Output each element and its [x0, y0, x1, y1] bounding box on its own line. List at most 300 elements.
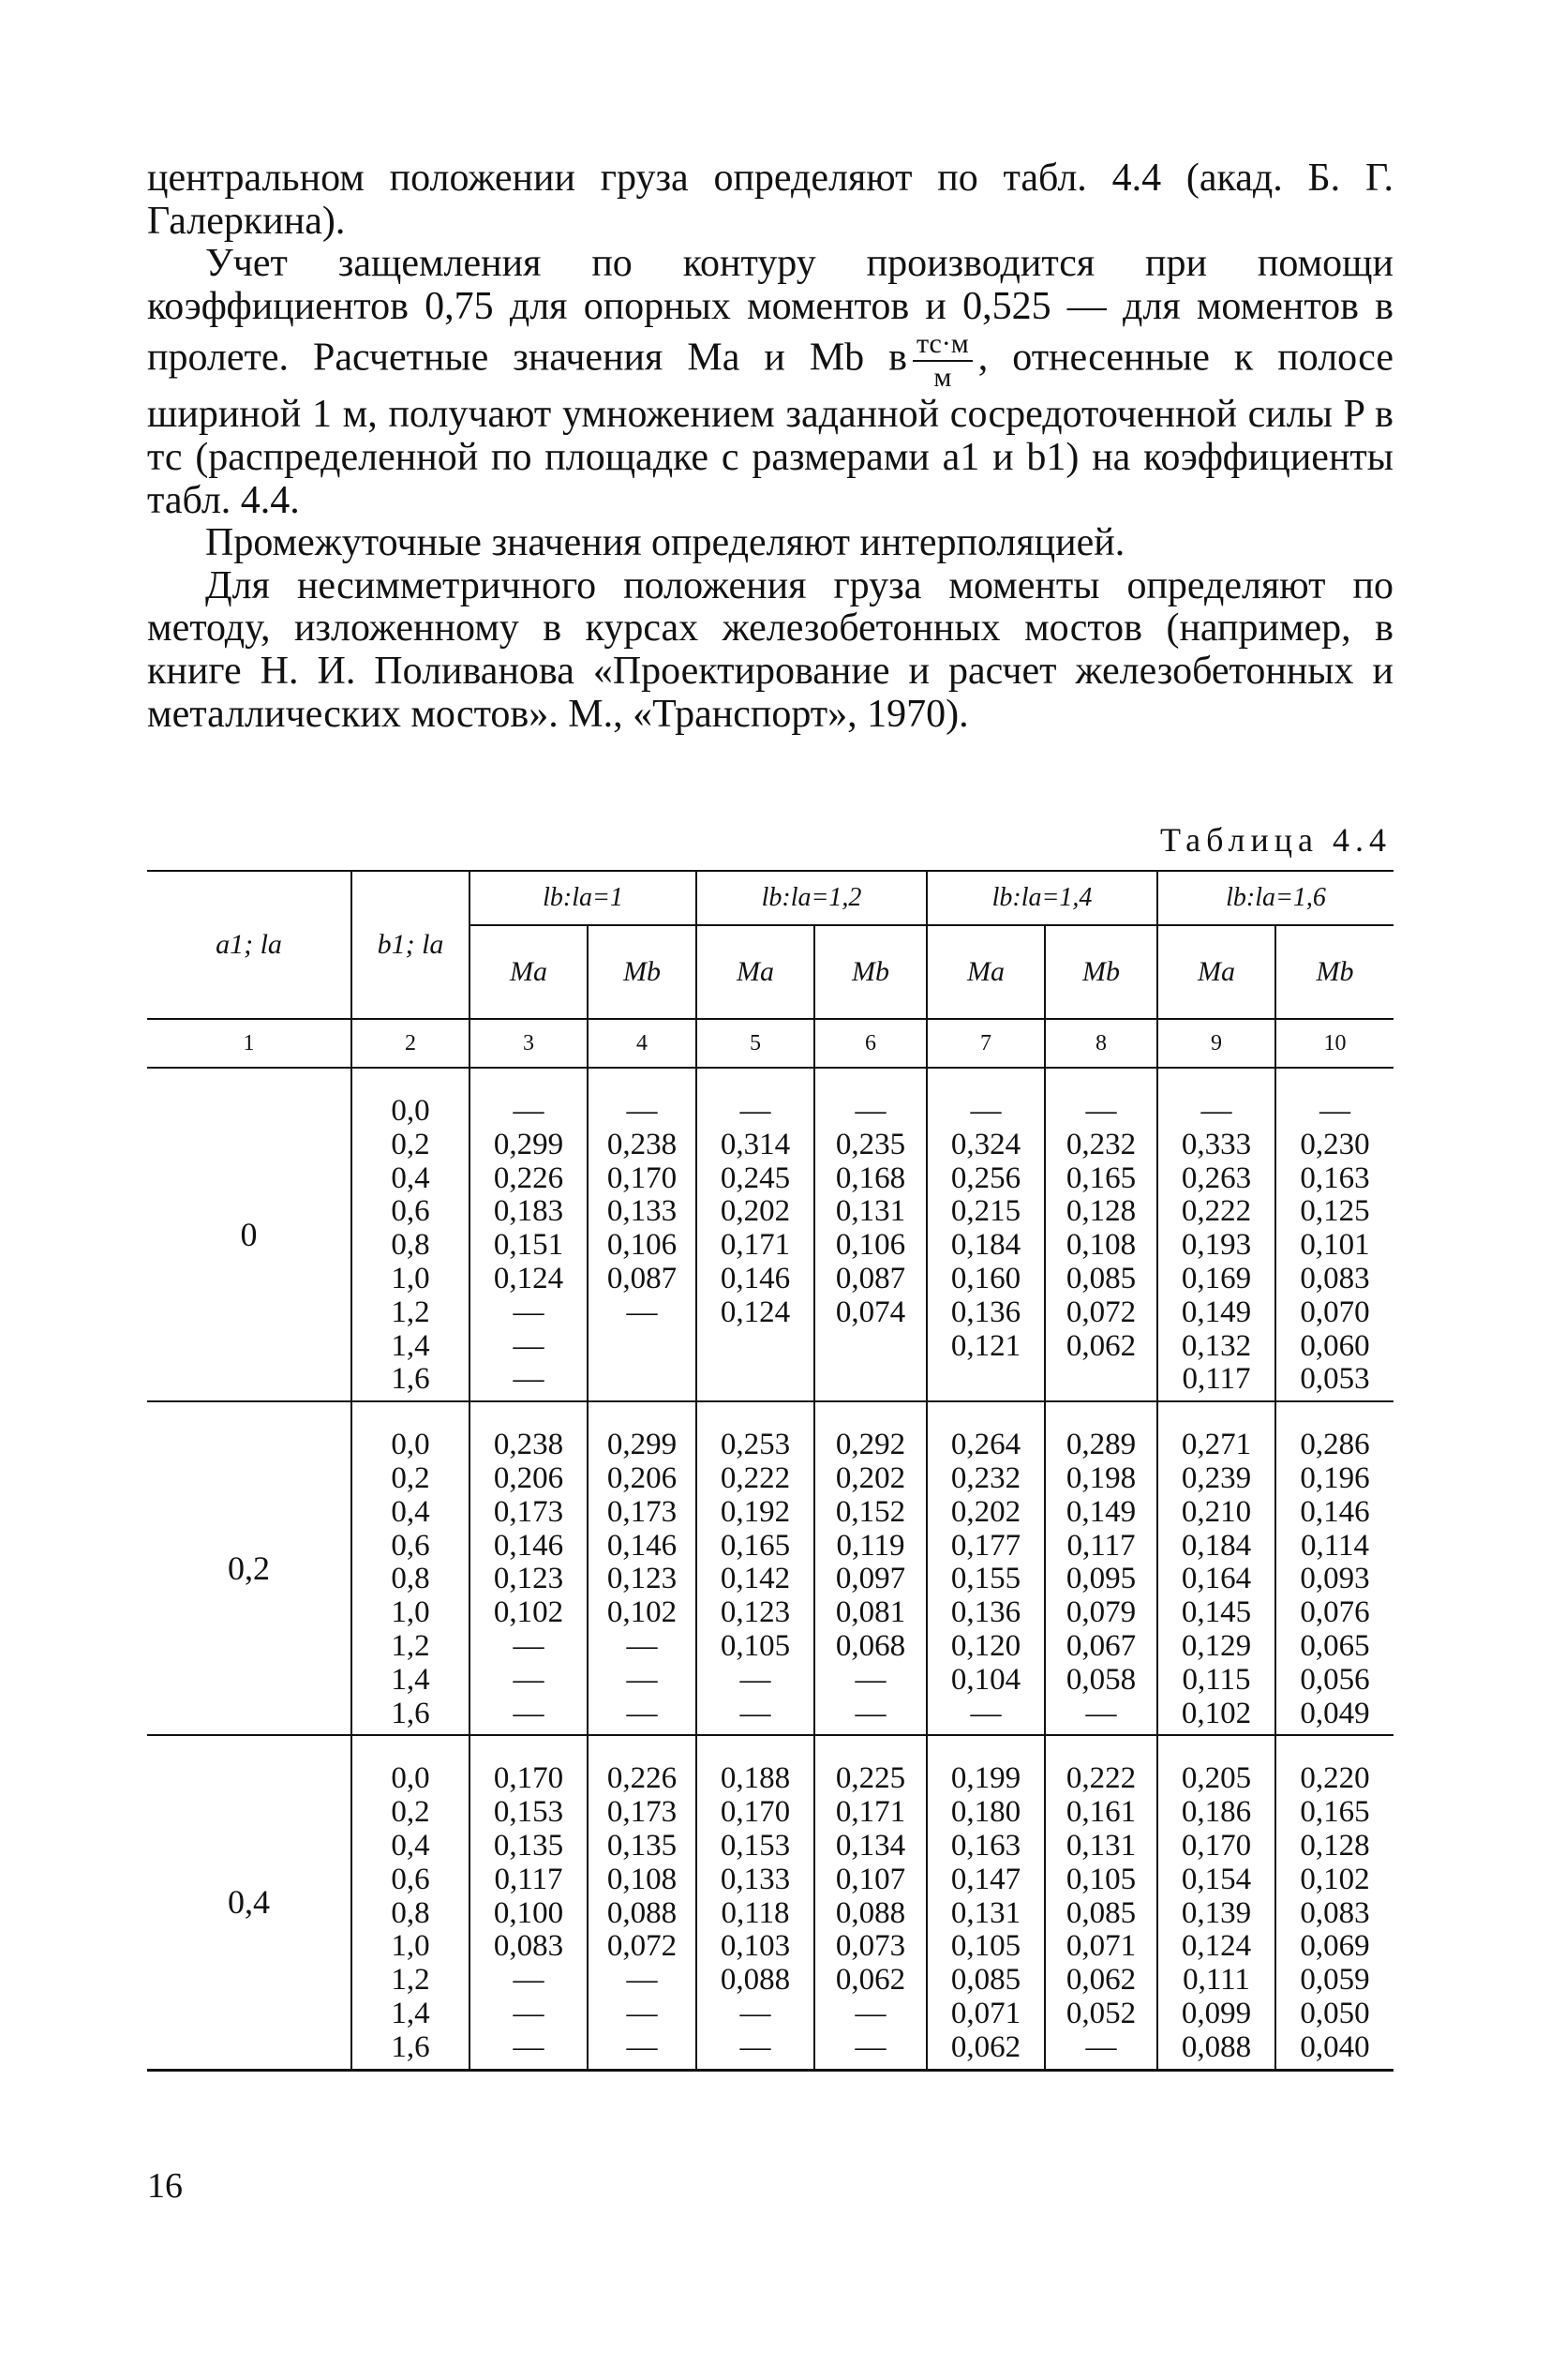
coefficient-value: 0,124 [720, 1295, 791, 1329]
b1-la-value: 0,8 [391, 1895, 430, 1930]
col-number-2: 2 [351, 1019, 469, 1068]
coefficient-value: — [626, 1696, 658, 1730]
coefficient-value: 0,152 [835, 1494, 906, 1529]
group-b1-la-list [351, 1735, 469, 2070]
b1-la-value: 1,6 [391, 2029, 430, 2064]
coefficient-value [589, 1330, 695, 1364]
unit-fraction-denominator: м [933, 362, 952, 394]
col-number-9: 9 [1157, 1019, 1275, 1068]
coefficient-value: 0,184 [950, 1228, 1021, 1263]
coefficient-value: 0,165 [1066, 1160, 1137, 1195]
coefficient-value: 0,101 [1300, 1228, 1370, 1263]
coefficient-value [697, 1330, 813, 1364]
coefficient-value: 0,129 [1181, 1628, 1252, 1663]
header-ma: Ma [469, 925, 588, 1019]
b1-la-value: 0,4 [391, 1828, 430, 1863]
coefficient-value: 0,103 [720, 1929, 791, 1964]
coefficient-column-4 [588, 1735, 696, 2070]
coefficient-value: 0,146 [493, 1528, 564, 1563]
coefficient-value: 0,163 [1300, 1160, 1370, 1195]
coefficient-value [697, 1363, 813, 1397]
b1-la-value: 0,2 [391, 1795, 430, 1830]
coefficient-value: 0,120 [950, 1628, 1021, 1663]
coefficients-table [147, 870, 1394, 2072]
coefficient-value: 0,085 [950, 1963, 1021, 1998]
coefficient-value: 0,235 [835, 1127, 906, 1161]
coefficient-column-8 [1045, 1401, 1157, 1735]
group-a1-la-value: 0,2 [228, 1549, 270, 1588]
header-a1-la: a1; la [147, 871, 351, 1019]
coefficient-value: 0,076 [1300, 1595, 1370, 1630]
coefficient-value: — [970, 1696, 1002, 1730]
coefficient-value: 0,222 [1066, 1761, 1137, 1796]
coefficient-value: 0,154 [1181, 1862, 1252, 1896]
b1-la-value: 0,4 [391, 1160, 430, 1195]
coefficient-value: 0,108 [1066, 1228, 1137, 1263]
paragraph-1: центральном положении груза определяют по табл. 4.4 (акад. Б. Г. Галеркина). [147, 157, 1394, 243]
coefficient-value: 0,333 [1181, 1127, 1252, 1161]
coefficient-value: 0,206 [493, 1460, 564, 1495]
header-ma: Ma [927, 925, 1045, 1019]
coefficient-value: 0,256 [950, 1160, 1021, 1195]
coefficient-column-9 [1157, 1735, 1275, 2070]
coefficient-value: 0,299 [493, 1127, 564, 1161]
b1-la-value: 1,2 [391, 1628, 430, 1663]
b1-la-value: 1,2 [391, 1963, 430, 1998]
coefficient-value: 0,180 [950, 1795, 1021, 1830]
coefficient-value: — [1085, 2029, 1117, 2064]
coefficient-value: 0,071 [950, 1996, 1021, 2030]
b1-la-value: 0,2 [391, 1460, 430, 1495]
header-mb: Mb [588, 925, 696, 1019]
coefficient-value: — [513, 1362, 544, 1397]
group-b1-la-list [351, 1068, 469, 1401]
coefficient-value: 0,173 [606, 1494, 678, 1529]
coefficient-column-7 [927, 1401, 1045, 1735]
table-title: Таблица 4.4 [1160, 821, 1392, 859]
coefficient-value: 0,171 [835, 1795, 906, 1830]
coefficient-value: 0,069 [1300, 1929, 1370, 1964]
coefficient-value: 0,102 [493, 1595, 564, 1630]
paragraph-2 [147, 243, 1394, 522]
coefficient-value: 0,102 [606, 1595, 678, 1630]
coefficient-value: 0,119 [836, 1528, 905, 1563]
coefficient-value: 0,081 [835, 1595, 906, 1630]
coefficient-value: — [626, 1628, 658, 1663]
group-a1-la-value: 0,4 [228, 1883, 270, 1922]
coefficient-value: — [855, 1996, 887, 2030]
coefficient-value: 0,230 [1300, 1127, 1370, 1161]
coefficient-value: — [513, 1628, 544, 1663]
coefficient-column-5 [696, 1068, 814, 1401]
b1-la-value: 1,0 [391, 1261, 430, 1295]
coefficient-value: 0,160 [950, 1261, 1021, 1295]
coefficient-value: 0,062 [1066, 1963, 1137, 1998]
coefficient-value: 0,134 [835, 1828, 906, 1863]
coefficient-value: — [855, 1696, 887, 1730]
col-number-3: 3 [469, 1019, 588, 1068]
coefficient-value: 0,177 [950, 1528, 1021, 1563]
page-number: 16 [147, 2166, 183, 2206]
b1-la-value: 1,2 [391, 1295, 430, 1329]
b1-la-value: 0,6 [391, 1528, 430, 1563]
coefficient-value: 0,132 [1181, 1328, 1252, 1363]
coefficient-value: — [513, 1963, 544, 1998]
coefficient-value: 0,164 [1181, 1562, 1252, 1596]
coefficient-column-10 [1275, 1735, 1394, 2070]
coefficient-value: 0,135 [493, 1828, 564, 1863]
coefficient-value: 0,123 [606, 1562, 678, 1596]
coefficient-value: 0,196 [1300, 1460, 1370, 1495]
coefficient-value: — [1085, 1696, 1117, 1730]
coefficient-value: 0,071 [1066, 1929, 1137, 1964]
table-group-row [147, 1735, 1394, 2070]
coefficient-value: 0,125 [1300, 1194, 1370, 1229]
coefficient-value: 0,104 [950, 1662, 1021, 1697]
coefficient-value: 0,128 [1300, 1828, 1370, 1863]
col-number-7: 7 [927, 1019, 1045, 1068]
header-ma: Ma [1157, 925, 1275, 1019]
coefficient-value: 0,067 [1066, 1628, 1137, 1663]
coefficient-value: 0,115 [1182, 1662, 1251, 1697]
coefficient-value: 0,105 [950, 1929, 1021, 1964]
coefficient-column-3 [469, 1401, 588, 1735]
coefficient-column-5 [696, 1401, 814, 1735]
header-ma: Ma [696, 925, 814, 1019]
coefficient-value: 0,108 [606, 1862, 678, 1896]
coefficient-value: 0,068 [835, 1628, 906, 1663]
coefficient-value: — [1200, 1094, 1232, 1128]
coefficient-value: 0,072 [606, 1929, 678, 1964]
coefficient-value: 0,292 [835, 1428, 906, 1462]
coefficient-value: — [513, 1328, 544, 1363]
coefficient-value: 0,106 [606, 1228, 678, 1263]
coefficient-value: 0,131 [950, 1895, 1021, 1930]
header-mb: Mb [814, 925, 927, 1019]
coefficient-column-3 [469, 1068, 588, 1401]
coefficient-value: — [626, 1996, 658, 2030]
coefficient-value: 0,087 [835, 1261, 906, 1295]
coefficient-value: 0,222 [1181, 1194, 1252, 1229]
coefficient-value: 0,135 [606, 1828, 678, 1863]
coefficient-value: 0,226 [493, 1160, 564, 1195]
col-number-1: 1 [147, 1019, 351, 1068]
coefficient-value: 0,083 [1300, 1895, 1370, 1930]
coefficient-column-10 [1275, 1068, 1394, 1401]
coefficient-value: 0,226 [606, 1761, 678, 1796]
coefficient-value: 0,225 [835, 1761, 906, 1796]
coefficient-value: 0,049 [1300, 1696, 1370, 1730]
coefficient-value: 0,095 [1066, 1562, 1137, 1596]
coefficient-value: 0,232 [950, 1460, 1021, 1495]
coefficient-value: — [739, 1996, 771, 2030]
coefficient-value [815, 1363, 926, 1397]
coefficient-value: 0,040 [1300, 2029, 1370, 2064]
coefficient-value: 0,097 [835, 1562, 906, 1596]
coefficient-value: 0,202 [835, 1460, 906, 1495]
coefficient-value: 0,171 [720, 1228, 791, 1263]
coefficient-value: — [626, 1662, 658, 1697]
coefficient-value: 0,062 [835, 1963, 906, 1998]
coefficient-value: 0,205 [1181, 1761, 1252, 1796]
header-ratio-1-6: lb:la=1,6 [1157, 871, 1394, 925]
coefficient-value: 0,088 [606, 1895, 678, 1930]
coefficient-value: 0,232 [1066, 1127, 1137, 1161]
coefficient-value: 0,107 [835, 1862, 906, 1896]
coefficient-value: 0,123 [493, 1562, 564, 1596]
coefficient-value: 0,183 [493, 1194, 564, 1229]
coefficient-value: 0,123 [720, 1595, 791, 1630]
coefficient-value: 0,155 [950, 1562, 1021, 1596]
coefficient-value: 0,151 [493, 1228, 564, 1263]
coefficient-value [815, 1330, 926, 1364]
b1-la-value: 1,6 [391, 1696, 430, 1730]
coefficient-value: 0,062 [950, 2029, 1021, 2064]
coefficient-column-9 [1157, 1401, 1275, 1735]
coefficient-value: 0,052 [1066, 1996, 1137, 2030]
group-b1-la-list [351, 1401, 469, 1735]
coefficient-value: 0,170 [493, 1761, 564, 1796]
coefficient-value: 0,264 [950, 1428, 1021, 1462]
coefficient-value: 0,053 [1300, 1362, 1370, 1397]
header-mb: Mb [1045, 925, 1157, 1019]
coefficient-value: 0,087 [606, 1261, 678, 1295]
coefficient-value: 0,146 [720, 1261, 791, 1295]
coefficient-column-4 [588, 1401, 696, 1735]
coefficient-value: 0,199 [950, 1761, 1021, 1796]
coefficient-column-3 [469, 1735, 588, 2070]
coefficient-value: 0,088 [720, 1963, 791, 1998]
coefficient-value: 0,079 [1066, 1595, 1137, 1630]
b1-la-value: 1,0 [391, 1929, 430, 1964]
coefficient-value: — [855, 1094, 887, 1128]
b1-la-value: 0,0 [391, 1428, 430, 1462]
coefficient-value: 0,198 [1066, 1460, 1137, 1495]
coefficient-value [928, 1363, 1044, 1397]
coefficient-value: — [1085, 1094, 1117, 1128]
col-number-8: 8 [1045, 1019, 1157, 1068]
b1-la-value: 0,8 [391, 1562, 430, 1596]
coefficient-value: 0,314 [720, 1127, 791, 1161]
coefficient-value: 0,136 [950, 1295, 1021, 1329]
coefficient-value: 0,170 [1181, 1828, 1252, 1863]
coefficient-value: 0,220 [1300, 1761, 1370, 1796]
table-group-row [147, 1068, 1394, 1401]
coefficient-value: 0,239 [1181, 1460, 1252, 1495]
header-mb: Mb [1275, 925, 1394, 1019]
coefficient-value: 0,238 [493, 1428, 564, 1462]
coefficient-value: 0,074 [835, 1295, 906, 1329]
b1-la-value: 0,4 [391, 1494, 430, 1529]
coefficient-value: 0,184 [1181, 1528, 1252, 1563]
coefficient-value: — [513, 2029, 544, 2064]
coefficient-value: — [626, 1963, 658, 1998]
coefficient-value: 0,215 [950, 1194, 1021, 1229]
col-number-5: 5 [696, 1019, 814, 1068]
coefficient-value: 0,170 [720, 1795, 791, 1830]
coefficient-column-8 [1045, 1735, 1157, 2070]
coefficient-value: 0,088 [835, 1895, 906, 1930]
coefficient-column-7 [927, 1068, 1045, 1401]
coefficient-value: — [513, 1295, 544, 1329]
table-group-row [147, 1401, 1394, 1735]
coefficient-value: — [513, 1696, 544, 1730]
coefficient-value: — [626, 1094, 658, 1128]
coefficient-value: 0,093 [1300, 1562, 1370, 1596]
coefficient-value: — [855, 2029, 887, 2064]
coefficient-value: 0,147 [950, 1862, 1021, 1896]
coefficient-value: 0,073 [835, 1929, 906, 1964]
coefficient-column-5 [696, 1735, 814, 2070]
paragraph-2-part-b: , отнесенные к полосе шириной 1 м, получают умножением заданной сосредоточенной силы P в тс (распределенной по площадке с размерами a1 и b1) на коэффициенты табл. 4.4. [147, 337, 1394, 522]
coefficient-value: 0,111 [1183, 1963, 1250, 1998]
coefficient-value: 0,114 [1300, 1528, 1370, 1563]
group-a1-la-value: 0 [240, 1216, 258, 1254]
b1-la-value: 0,6 [391, 1862, 430, 1896]
coefficient-value: 0,170 [606, 1160, 678, 1195]
coefficient-value: 0,102 [1300, 1862, 1370, 1896]
col-number-4: 4 [588, 1019, 696, 1068]
coefficient-value: 0,085 [1066, 1261, 1137, 1295]
coefficient-value: — [626, 2029, 658, 2064]
coefficient-value: 0,058 [1066, 1662, 1137, 1697]
coefficient-value: 0,105 [720, 1628, 791, 1663]
coefficient-value: 0,245 [720, 1160, 791, 1195]
coefficient-value: 0,085 [1066, 1895, 1137, 1930]
coefficient-value: 0,142 [720, 1562, 791, 1596]
coefficient-value: 0,062 [1066, 1328, 1137, 1363]
coefficient-value: 0,146 [606, 1528, 678, 1563]
header-ratio-1-4: lb:la=1,4 [927, 871, 1157, 925]
coefficient-value: — [513, 1662, 544, 1697]
b1-la-value: 0,0 [391, 1761, 430, 1796]
coefficient-value: 0,286 [1300, 1428, 1370, 1462]
coefficient-value: 0,133 [720, 1862, 791, 1896]
coefficient-value: 0,263 [1181, 1160, 1252, 1195]
coefficient-value: 0,050 [1300, 1996, 1370, 2030]
coefficient-value: 0,238 [606, 1127, 678, 1161]
coefficient-value: 0,117 [1066, 1528, 1136, 1563]
coefficient-value: — [970, 1094, 1002, 1128]
paragraph-4: Для несимметричного положения груза моменты определяют по методу, изложенному в курсах железобетонных мостов (например, в книге Н. И. Поливанова «Проектирование и расчет железобетонных и металлических мостов». М., «Транспорт», 1970). [147, 563, 1394, 736]
coefficient-value: 0,100 [493, 1895, 564, 1930]
coefficient-value: 0,099 [1181, 1996, 1252, 2030]
col-number-6: 6 [814, 1019, 927, 1068]
paragraph-2-part-a: Учет защемления по контуру производится при помощи коэффициентов 0,75 для опорных моментов и 0,525 — для моментов в пролете. Расчетные значения Ma и Mb в [147, 242, 1394, 381]
coefficient-value: 0,186 [1181, 1795, 1252, 1830]
coefficient-value: 0,105 [1066, 1862, 1137, 1896]
coefficient-column-6 [814, 1068, 927, 1401]
coefficient-value: 0,168 [835, 1160, 906, 1195]
coefficient-value: — [513, 1996, 544, 2030]
coefficient-value: 0,153 [720, 1828, 791, 1863]
b1-la-value: 0,8 [391, 1228, 430, 1263]
coefficient-value: 0,161 [1066, 1795, 1137, 1830]
coefficient-value: 0,202 [950, 1494, 1021, 1529]
coefficient-value: 0,165 [1300, 1795, 1370, 1830]
coefficient-value: 0,169 [1181, 1261, 1252, 1295]
coefficient-value: 0,131 [835, 1194, 906, 1229]
b1-la-value: 0,2 [391, 1127, 430, 1161]
coefficient-value: — [739, 1662, 771, 1697]
coefficient-value: 0,192 [720, 1494, 791, 1529]
coefficient-column-7 [927, 1735, 1045, 2070]
coefficient-value: 0,193 [1181, 1228, 1252, 1263]
coefficient-value: 0,145 [1181, 1595, 1252, 1630]
header-ratio-1-2: lb:la=1,2 [696, 871, 927, 925]
b1-la-value: 1,4 [391, 1996, 430, 2030]
coefficient-column-10 [1275, 1401, 1394, 1735]
coefficient-value: 0,065 [1300, 1628, 1370, 1663]
coefficient-value: 0,060 [1300, 1328, 1370, 1363]
coefficient-value: 0,128 [1066, 1194, 1137, 1229]
coefficient-value: 0,163 [950, 1828, 1021, 1863]
coefficient-value: 0,153 [493, 1795, 564, 1830]
coefficient-value: — [513, 1094, 544, 1128]
header-b1-la: b1; la [351, 871, 469, 1019]
b1-la-value: 1,4 [391, 1662, 430, 1697]
coefficient-value: 0,131 [1066, 1828, 1137, 1863]
coefficient-column-4 [588, 1068, 696, 1401]
coefficient-value: 0,271 [1181, 1428, 1252, 1462]
coefficient-value: 0,173 [606, 1795, 678, 1830]
coefficient-value: 0,136 [950, 1595, 1021, 1630]
coefficient-column-9 [1157, 1068, 1275, 1401]
coefficient-value: 0,070 [1300, 1295, 1370, 1329]
coefficient-value: 0,210 [1181, 1494, 1252, 1529]
coefficient-value: 0,117 [1182, 1362, 1251, 1397]
coefficient-column-6 [814, 1401, 927, 1735]
coefficient-value: 0,253 [720, 1428, 791, 1462]
coefficient-value: 0,202 [720, 1194, 791, 1229]
coefficient-value: 0,146 [1300, 1494, 1370, 1529]
b1-la-value: 1,0 [391, 1595, 430, 1630]
unit-fraction-numerator: тс·м [913, 328, 973, 362]
coefficient-value: 0,124 [1181, 1929, 1252, 1964]
coefficient-value: 0,149 [1181, 1295, 1252, 1329]
coefficient-value: 0,083 [1300, 1261, 1370, 1295]
coefficient-value: 0,139 [1181, 1895, 1252, 1930]
b1-la-value: 0,6 [391, 1194, 430, 1229]
coefficient-value: 0,121 [950, 1328, 1021, 1363]
paragraph-3: Промежуточные значения определяют интерполяцией. [205, 521, 1125, 565]
coefficient-value: 0,088 [1181, 2029, 1252, 2064]
coefficient-value: 0,102 [1181, 1696, 1252, 1730]
coefficient-value: 0,056 [1300, 1662, 1370, 1697]
col-number-10: 10 [1275, 1019, 1394, 1068]
coefficient-value [1046, 1363, 1156, 1397]
coefficient-value: 0,206 [606, 1460, 678, 1495]
coefficient-value: 0,222 [720, 1460, 791, 1495]
b1-la-value: 0,0 [391, 1094, 430, 1128]
coefficient-value: — [855, 1662, 887, 1697]
coefficient-value: 0,106 [835, 1228, 906, 1263]
coefficient-value: — [739, 1696, 771, 1730]
coefficient-value: 0,124 [493, 1261, 564, 1295]
header-ratio-1: lb:la=1 [469, 871, 696, 925]
b1-la-value: 1,6 [391, 1362, 430, 1397]
body-text [147, 157, 1394, 736]
coefficient-value: 0,324 [950, 1127, 1021, 1161]
coefficient-value: 0,059 [1300, 1963, 1370, 1998]
coefficient-value: 0,173 [493, 1494, 564, 1529]
unit-fraction [913, 328, 973, 394]
coefficient-column-6 [814, 1735, 927, 2070]
b1-la-value: 1,4 [391, 1328, 430, 1363]
coefficient-value: 0,289 [1066, 1428, 1137, 1462]
coefficient-value: — [739, 1094, 771, 1128]
coefficient-value: 0,188 [720, 1761, 791, 1796]
